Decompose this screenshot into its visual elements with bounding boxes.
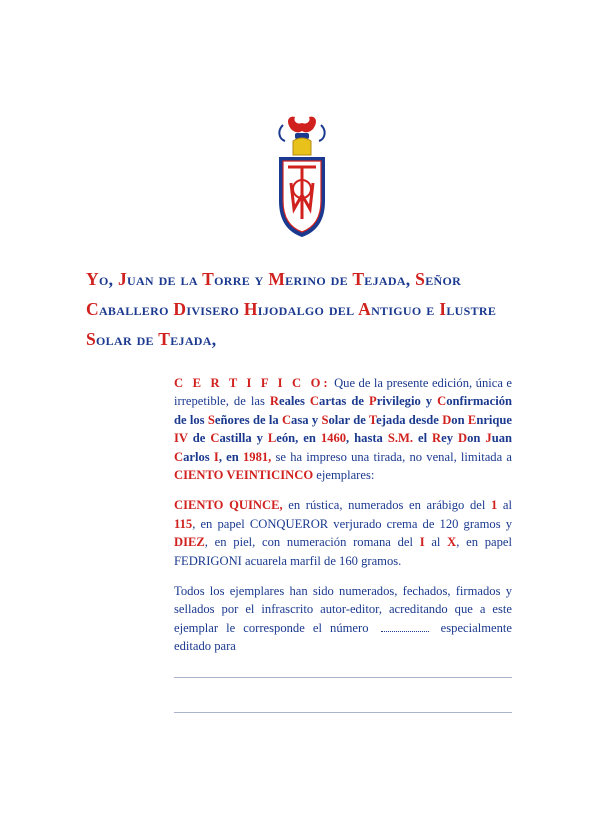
- heading-run: Y: [86, 269, 99, 289]
- text-run: CIENTO VEINTICINCO: [174, 468, 314, 483]
- text-run: C: [210, 431, 220, 446]
- certificate-body: [174, 374, 512, 668]
- text-run: 115: [174, 516, 193, 531]
- text-run: artas de: [319, 394, 369, 409]
- text-run: C E R T I F I C O:: [174, 376, 331, 390]
- certificate-paragraph: [174, 374, 512, 484]
- text-run: se ha impreso una tirada, no venal, limitada a: [271, 449, 512, 464]
- text-run: on: [467, 431, 486, 446]
- text-run: E: [467, 412, 477, 427]
- heading-run: J: [117, 269, 127, 289]
- text-run: al: [424, 535, 448, 550]
- text-run: D: [458, 431, 468, 446]
- text-run: I: [419, 535, 425, 550]
- heading-run: M: [268, 269, 286, 289]
- text-run: el: [413, 431, 433, 446]
- text-run: I: [213, 449, 219, 464]
- heading-run: ntiguo e: [371, 299, 440, 319]
- heading-run: olar de: [96, 329, 159, 349]
- text-run: rivilegio y: [376, 394, 438, 409]
- heading-run: ivisero: [186, 299, 244, 319]
- heading-run: S: [86, 329, 97, 349]
- certifier-heading: [86, 264, 526, 354]
- heading-run: uan de la: [127, 269, 203, 289]
- text-run: , en papel FEDRIGONI acuarela marfil de 160 gramos.: [174, 535, 512, 568]
- text-run: uan: [491, 431, 513, 446]
- text-run: ey: [441, 431, 459, 446]
- heading-run: T: [202, 269, 215, 289]
- text-run: D: [442, 412, 452, 427]
- certificate-paragraph: [174, 582, 512, 656]
- heading-run: I: [439, 299, 447, 319]
- heading-run: A: [358, 299, 372, 319]
- text-run: C: [174, 449, 184, 464]
- heading-run: ejada,: [170, 329, 217, 349]
- heading-run: S: [415, 269, 426, 289]
- text-run: IV: [174, 431, 188, 446]
- text-run: on: [451, 412, 468, 427]
- text-run: ejemplares:: [313, 468, 375, 483]
- text-run: C: [281, 412, 292, 427]
- text-run: de: [187, 431, 211, 446]
- text-run: arlos: [183, 449, 214, 464]
- text-run: 1460: [320, 431, 347, 446]
- text-run: DIEZ: [174, 535, 205, 550]
- heading-run: H: [243, 299, 258, 319]
- text-run: , en piel, con numeración romana del: [204, 535, 420, 550]
- text-run: Que de la presente edición, única e irrepetible, de las: [174, 376, 513, 409]
- heading-run: erino de: [285, 269, 353, 289]
- text-run: J: [485, 431, 492, 446]
- coat-of-arms-logo: [271, 111, 333, 241]
- blank-line-1: [174, 677, 512, 678]
- text-run: T: [368, 412, 377, 427]
- text-run: C: [437, 394, 447, 409]
- text-run: CIENTO QUINCE,: [174, 498, 283, 513]
- text-run: 1: [490, 498, 498, 513]
- heading-run: lustre: [446, 299, 497, 319]
- text-run: C: [309, 394, 320, 409]
- text-run: en rústica, numerados en arábigo del: [282, 498, 491, 513]
- text-run: S: [321, 412, 329, 427]
- text-run: S.M.: [387, 431, 414, 446]
- text-run: al: [497, 498, 512, 513]
- text-run: X: [447, 535, 457, 550]
- heading-run: ejada,: [364, 269, 416, 289]
- heading-run: T: [352, 269, 365, 289]
- text-run: nrique: [476, 412, 513, 427]
- text-run: L: [267, 431, 277, 446]
- heading-run: T: [158, 329, 171, 349]
- text-run: , hasta: [346, 431, 388, 446]
- text-run: P: [368, 394, 377, 409]
- text-run: onfirmación de los: [174, 394, 512, 427]
- heading-run: C: [86, 299, 99, 319]
- heading-run: o,: [98, 269, 118, 289]
- text-run: eón, en: [276, 431, 321, 446]
- text-run: , en: [218, 449, 243, 464]
- text-run: R: [432, 431, 442, 446]
- text-run: S: [207, 412, 215, 427]
- heading-run: aballero: [98, 299, 174, 319]
- text-run: Todos los ejemplares han sido numerados, fechados, firmados y sellados por el infrascrito autor-editor, acreditando que a este ejemplar le corresponde el número: [174, 584, 512, 635]
- text-run: asa y: [291, 412, 322, 427]
- text-run: olar de: [328, 412, 369, 427]
- text-run: astilla y: [219, 431, 268, 446]
- text-run: especialmente editado para: [174, 620, 512, 654]
- heading-run: ijodalgo del: [257, 299, 359, 319]
- text-run: eñores de la: [214, 412, 282, 427]
- heading-run: eñor: [425, 269, 462, 289]
- text-run: 1981,: [242, 449, 272, 464]
- blank-line-2: [174, 712, 512, 713]
- copy-number-blank: [381, 631, 429, 632]
- text-run: R: [269, 394, 279, 409]
- heading-run: orre y: [214, 269, 269, 289]
- text-run: , en papel CONQUEROR verjurado crema de 120 gramos y: [192, 516, 512, 531]
- heading-run: D: [173, 299, 187, 319]
- certificate-paragraph: [174, 496, 512, 570]
- text-run: eales: [279, 394, 310, 409]
- text-run: ejada desde: [376, 412, 443, 427]
